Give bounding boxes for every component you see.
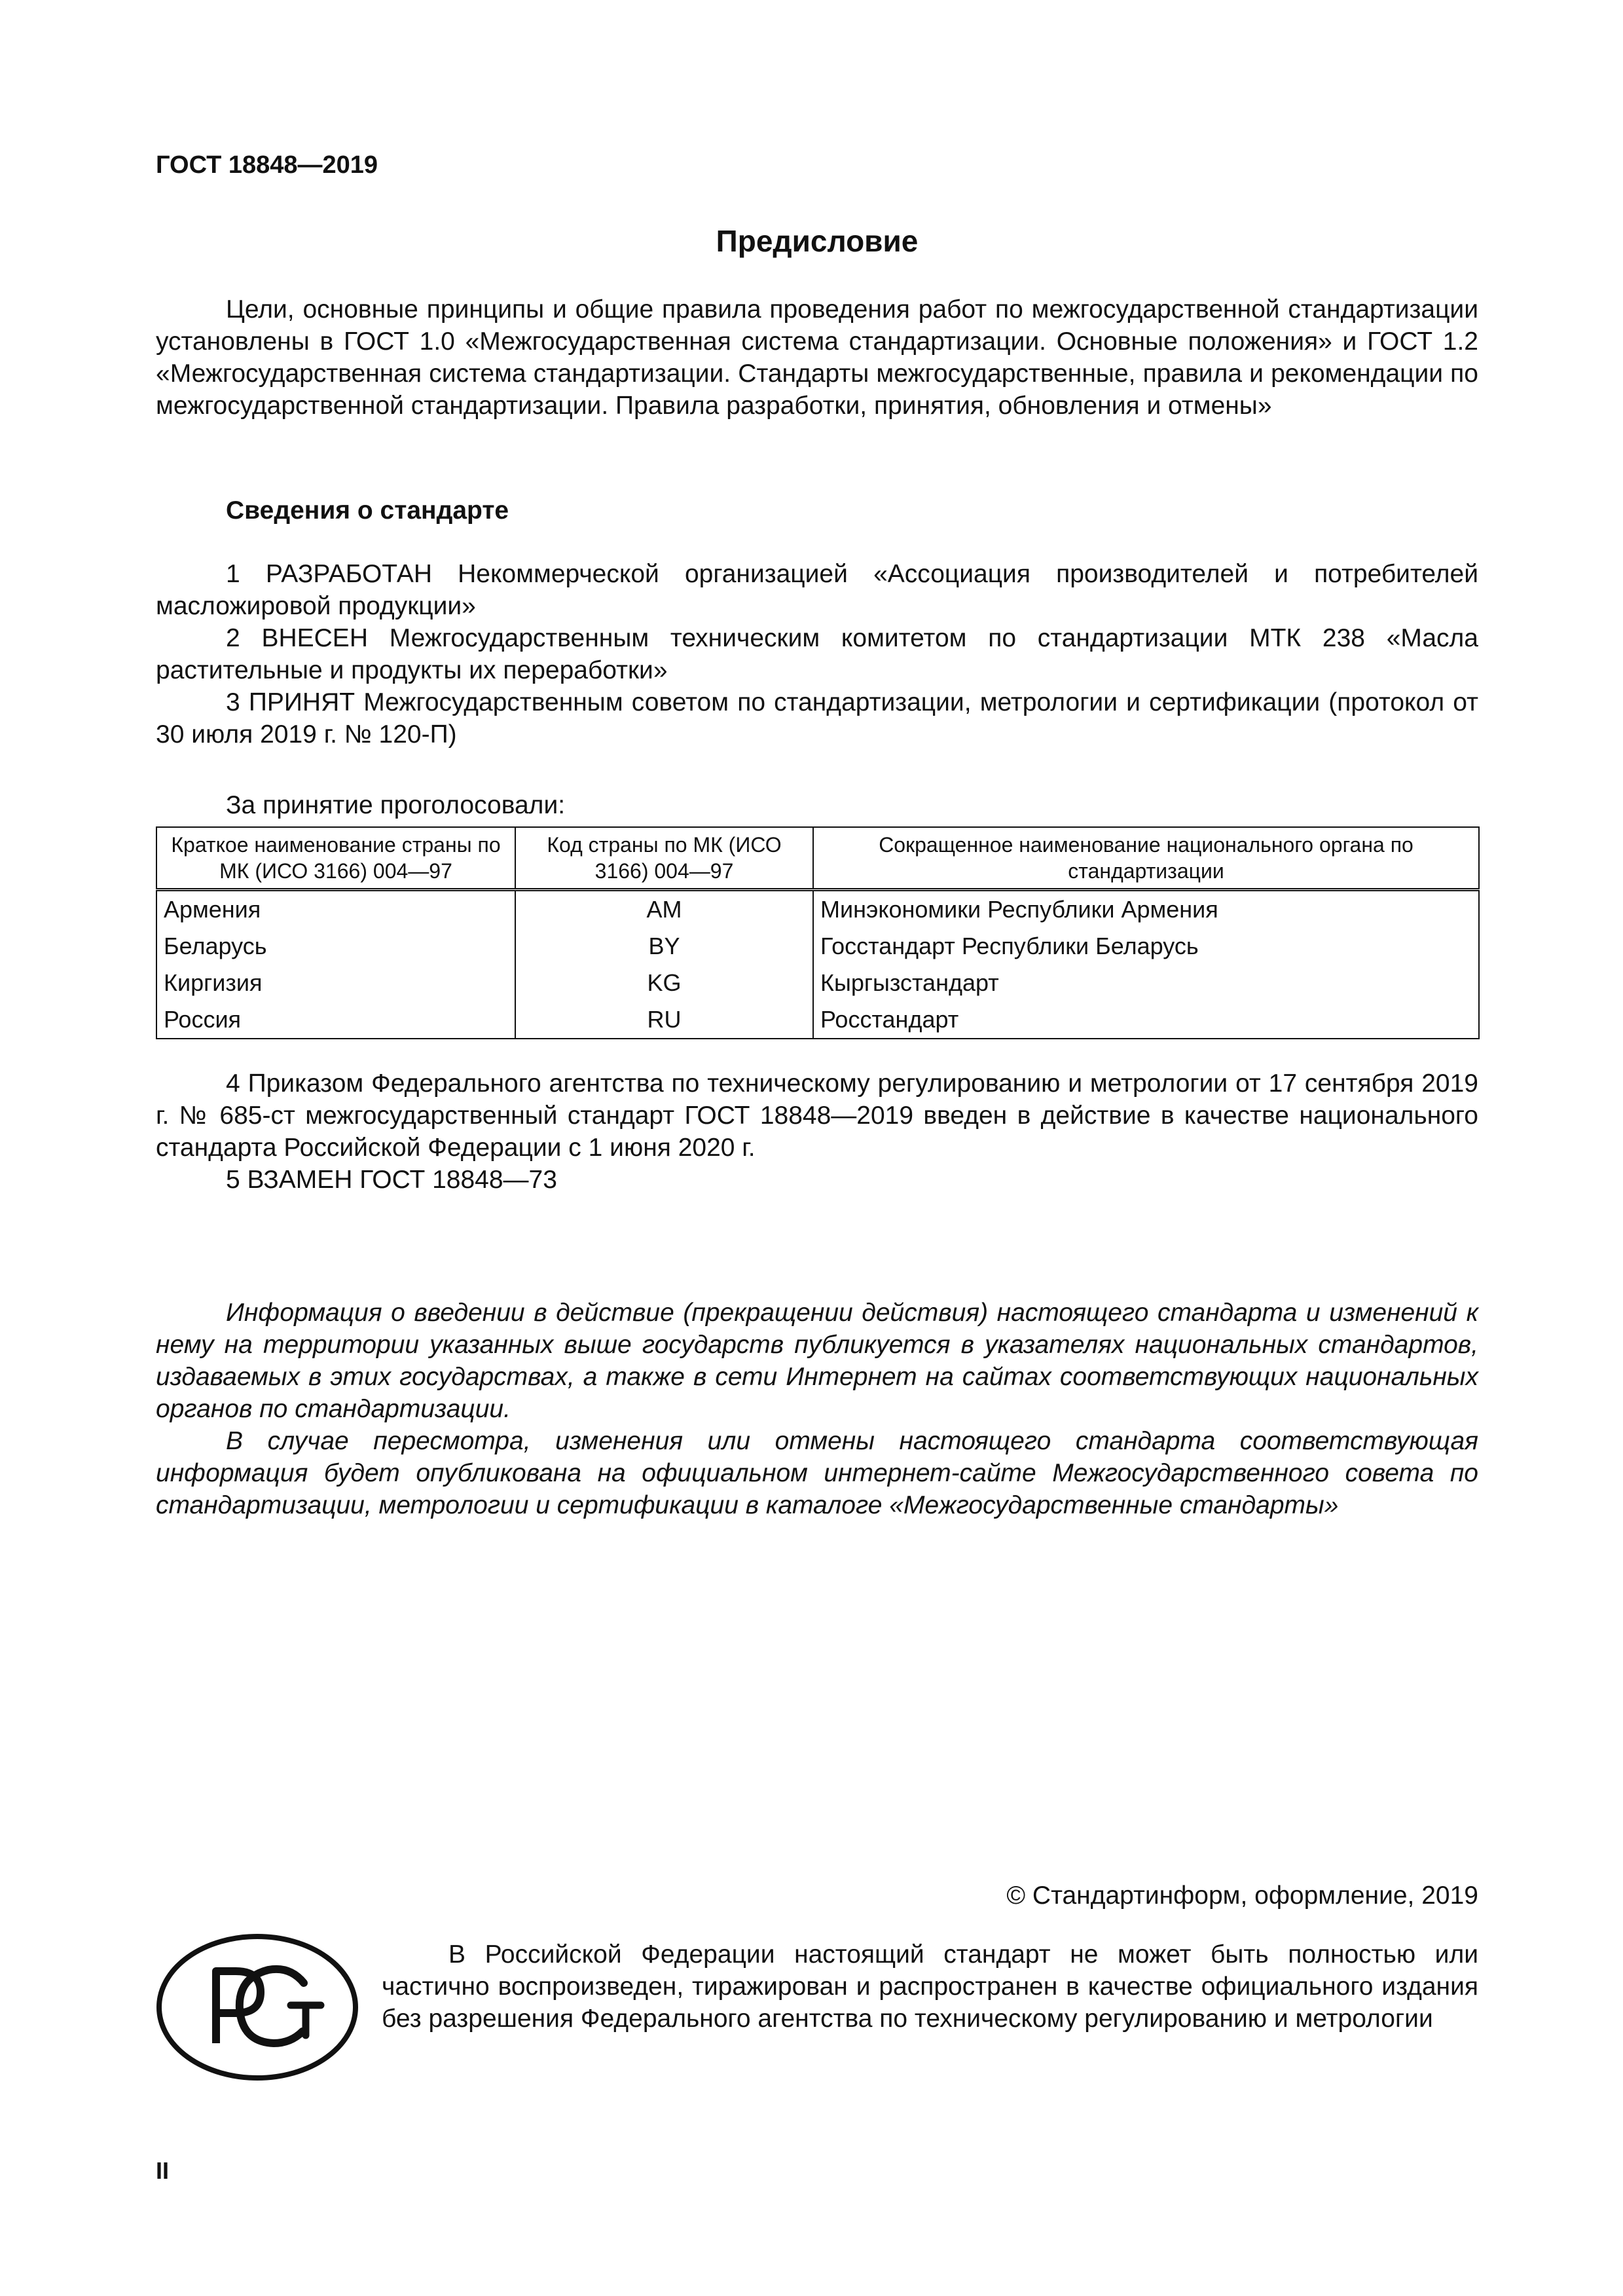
header-body: Сокращенное наименование национального органа по стандартизации	[813, 827, 1479, 890]
page-title: Предисловие	[716, 224, 919, 258]
cell-body: Минэкономики Республики Армения	[813, 890, 1479, 929]
info-heading: Сведения о стандарте	[226, 496, 509, 525]
intro-section	[156, 293, 1478, 422]
table-header-row	[156, 827, 1479, 890]
reproduction-notice	[382, 1938, 1478, 2035]
page-number: II	[156, 2157, 170, 2184]
cell-country: Армения	[156, 890, 515, 929]
info-item-5: 5 ВЗАМЕН ГОСТ 18848—73	[226, 1166, 557, 1194]
notice-text: В Российской Федерации настоящий стандарт не может быть полностью или частично воспроизведен, тиражирован и распространен в качестве официального издания без разрешения Федерального агентства по техническому регулированию и метрологии	[382, 1940, 1478, 2033]
info-list	[156, 558, 1478, 750]
info-list-continued	[156, 1067, 1478, 1196]
cell-country: Киргизия	[156, 965, 515, 1001]
info-heading-block	[156, 494, 1478, 527]
document-page	[156, 0, 1478, 2296]
voting-label: За принятие проголосовали:	[226, 791, 566, 819]
info-item-2: 2 ВНЕСЕН Межгосударственным техническим комитетом по стандартизации МТК 238 «Масла растительные и продукты их переработки»	[156, 624, 1478, 684]
header-country: Краткое наименование страны по МК (ИСО 3166) 004—97	[156, 827, 515, 890]
table-row	[156, 928, 1479, 965]
info-item-4: 4 Приказом Федерального агентства по техническому регулированию и метрологии от 17 сентября 2019 г. № 685-ст межгосударственный стандарт ГОСТ 18848—2019 введен в действие в качестве национального стандарта Российской Федерации с 1 июня 2020 г.	[156, 1069, 1478, 1162]
cell-code: AM	[515, 890, 813, 929]
intro-paragraph: Цели, основные принципы и общие правила проведения работ по межгосударственной стандартизации установлены в ГОСТ 1.0 «Межгосударственная система стандартизации. Основные положения» и ГОСТ 1.2 «Межгосударственная система стандартизации. Стандарты межгосударственные, правила и рекомендации по межгосударственной стандартизации. Правила разработки, принятия, обновления и отмены»	[156, 295, 1478, 420]
table-row	[156, 1001, 1479, 1039]
info-notes	[156, 1297, 1478, 1521]
copyright-line: © Стандартинформ, оформление, 2019	[1006, 1881, 1478, 1910]
rst-certification-mark-icon	[156, 1932, 359, 2083]
info-item-3: 3 ПРИНЯТ Межгосударственным советом по стандартизации, метрологии и сертификации (протокол от 30 июля 2019 г. № 120-П)	[156, 688, 1478, 749]
info-item-1: 1 РАЗРАБОТАН Некоммерческой организацией «Ассоциация производителей и потребителей масложировой продукции»	[156, 560, 1478, 620]
cell-code: BY	[515, 928, 813, 965]
cell-country: Беларусь	[156, 928, 515, 965]
voting-table-wrapper	[156, 826, 1478, 1039]
header-code: Код страны по МК (ИСО 3166) 004—97	[515, 827, 813, 890]
table-row	[156, 890, 1479, 929]
info-note-1: Информация о введении в действие (прекращении действия) настоящего стандарта и изменений к нему на территории указанных выше государств публикуется в указателях национальных стандартов, издаваемых в этих государствах, а также в сети Интернет на сайтах соответствующих национальных органов по стандартизации.	[156, 1299, 1478, 1423]
info-note-2: В случае пересмотра, изменения или отмены настоящего стандарта соответствующая информация будет опубликована на официальном интернет-сайте Межгосударственного совета по стандартизации, метрологии и сертификации в каталоге «Межгосударственные стандарты»	[156, 1427, 1478, 1519]
voting-table	[156, 826, 1480, 1039]
cell-body: Кыргызстандарт	[813, 965, 1479, 1001]
document-code: ГОСТ 18848—2019	[156, 151, 378, 179]
table-row	[156, 965, 1479, 1001]
cell-code: RU	[515, 1001, 813, 1039]
cell-body: Росстандарт	[813, 1001, 1479, 1039]
cell-code: KG	[515, 965, 813, 1001]
cell-country: Россия	[156, 1001, 515, 1039]
voting-label-block	[156, 789, 1478, 821]
cell-body: Госстандарт Республики Беларусь	[813, 928, 1479, 965]
